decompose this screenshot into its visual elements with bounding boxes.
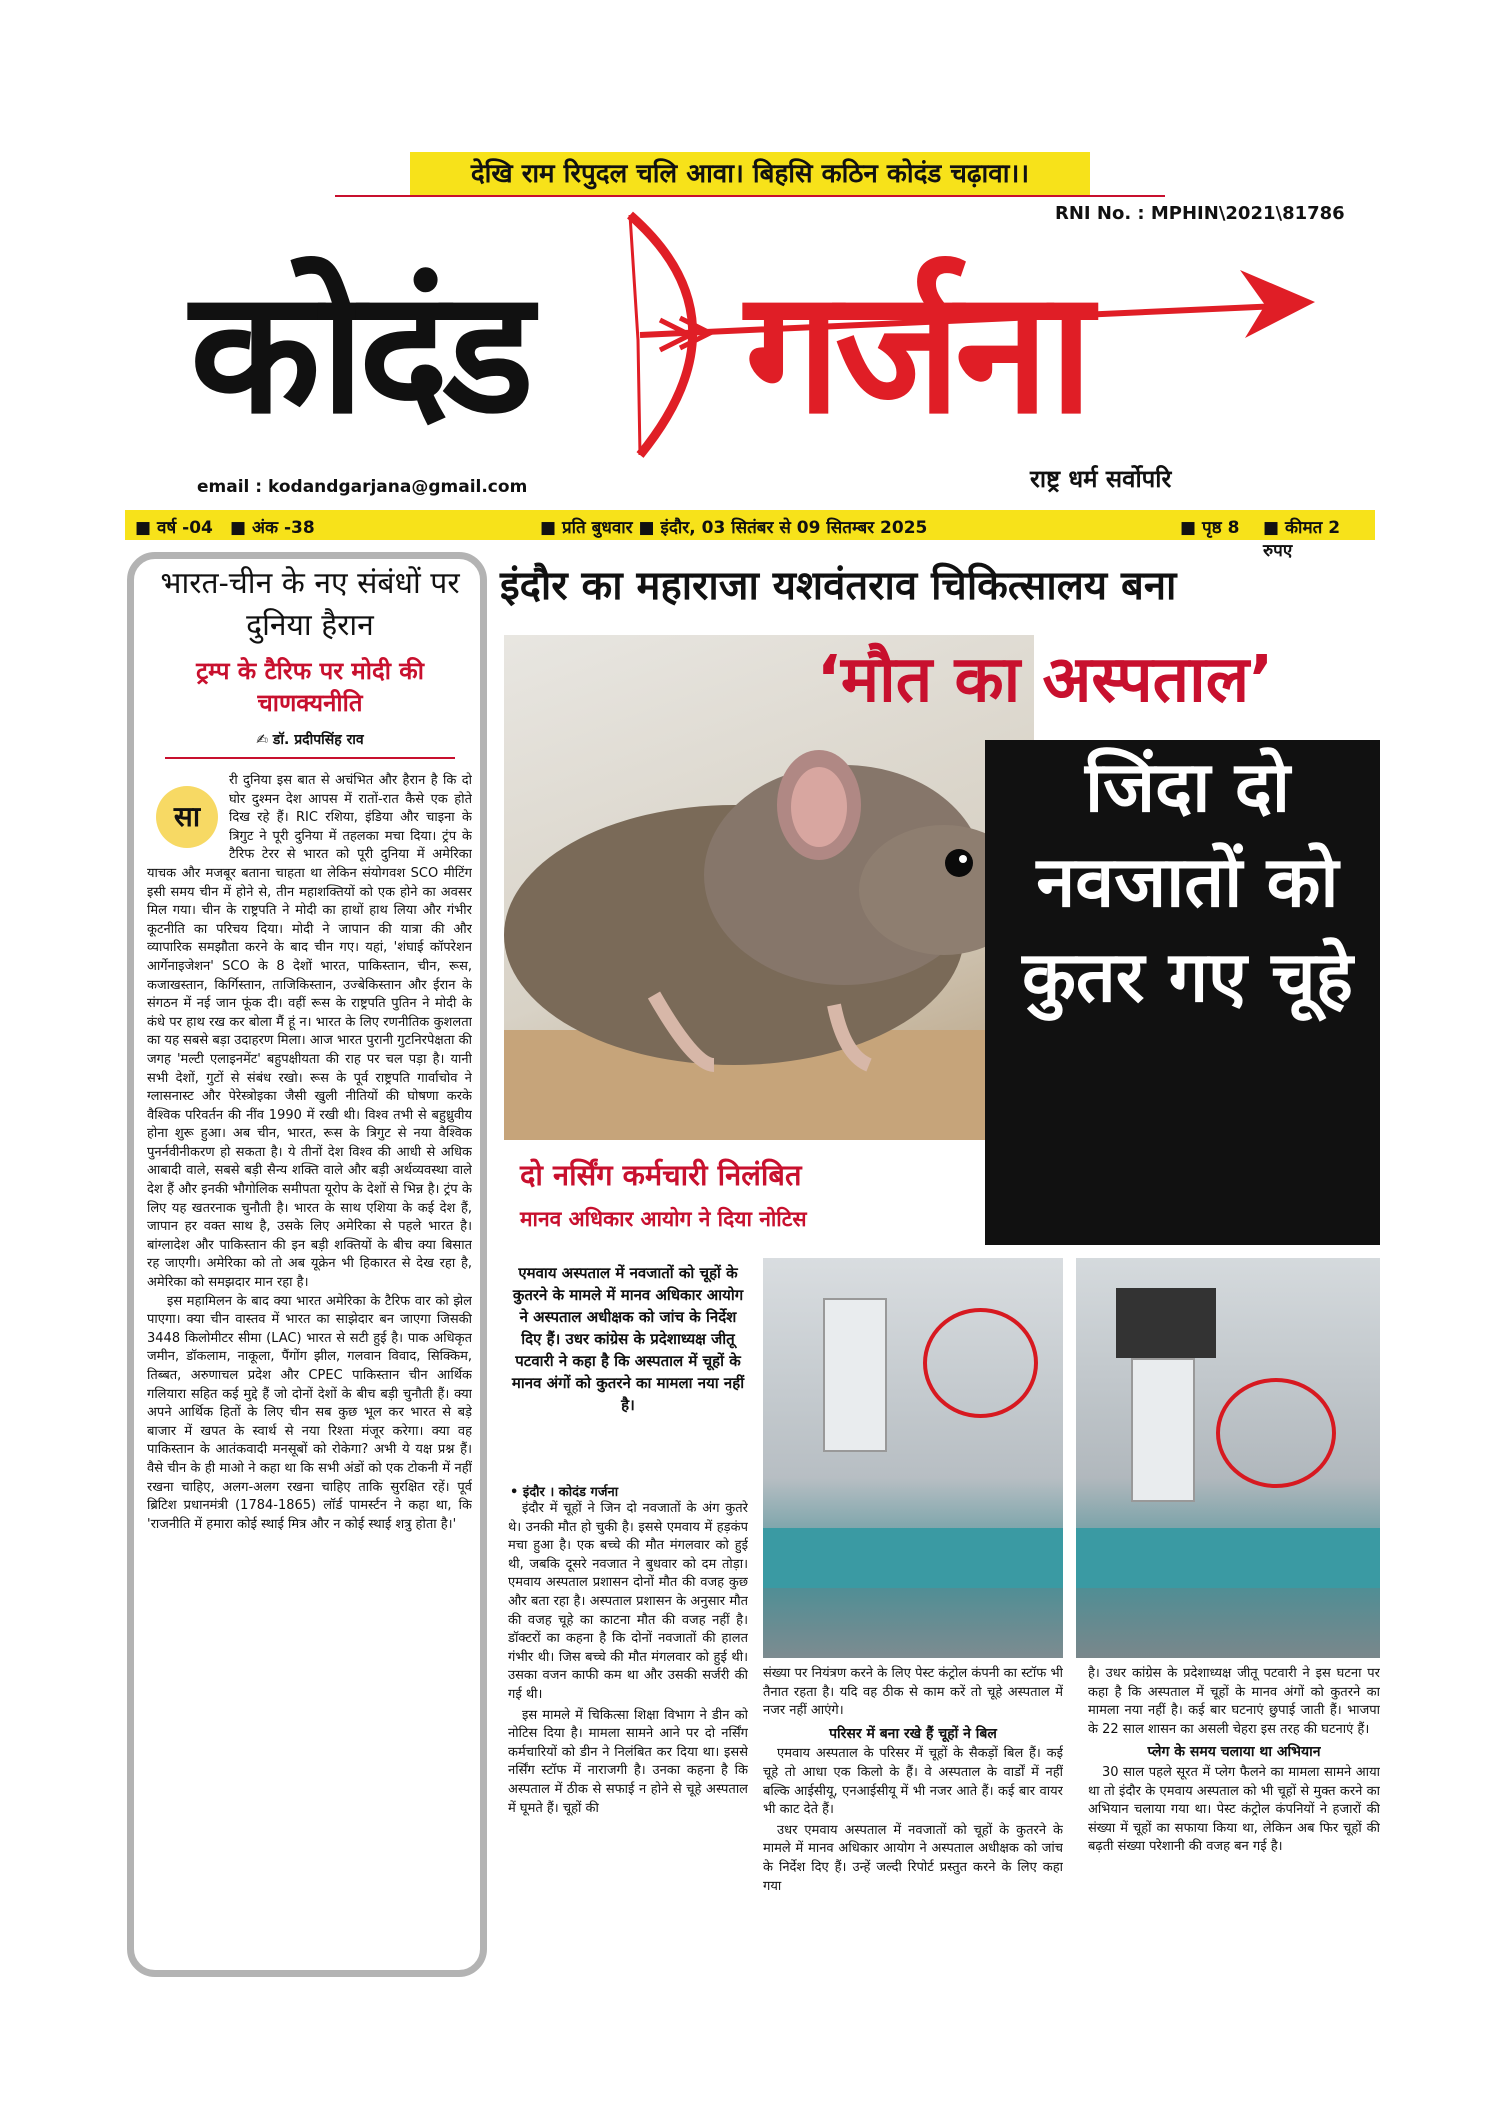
issue-info-bar: [125, 510, 1375, 561]
motto-rule: [335, 195, 1165, 197]
price-label: ■ कीमत 2 रुपए: [1263, 518, 1341, 561]
sidebar-body: [147, 772, 472, 1962]
masthead-title-right: गर्जना: [745, 254, 1088, 452]
drop-cap: सा: [156, 786, 218, 848]
highlight-circle: [1216, 1378, 1336, 1488]
contact-email: email : kodandgarjana@gmail.com: [197, 477, 528, 497]
story-column-1: [508, 1500, 748, 1960]
story-paragraph: इस मामले में चिकित्सा शिक्षा विभाग ने डीन को नोटिस दिया है। मामला सामने आने पर दो नर्सिंग कर्मचारियों को डीन ने निलंबित कर दिया था। इससे नर्सिंग स्टॉफ में नाराजगी है। उनका कहना है कि अस्पताल में ठीक से सफाई न होने से चूहे अस्पताल में घूमते हैं। चूहों की: [508, 1707, 748, 1816]
subheading-rat-holes: परिसर में बना रखे हैं चूहों ने बिल: [829, 1725, 997, 1742]
edition-label: ■ प्रति बुधवार ■ इंदौर, 03 सितंबर से 09 सितम्बर 2025: [540, 518, 928, 538]
sidebar-author: ✍ डॉ. प्रदीपसिंह राव: [256, 732, 364, 748]
masthead-motto: देखि राम रिपुदल चलि आवा। बिहसि कठिन कोदंड चढ़ावा।।: [410, 152, 1090, 196]
story-column-2: [763, 1665, 1063, 1965]
masthead-tagline: राष्ट्र धर्म सर्वोपरि: [1030, 465, 1172, 493]
main-headline: इंदौर का महाराजा यशवंतराव चिकित्सालय बना: [500, 563, 1177, 609]
highlight-circle: [923, 1308, 1038, 1418]
box-headline: जिंदा दो नवजातों को कुतर गए चूहे: [1022, 746, 1353, 1018]
sub-headline-notice: मानव अधिकार आयोग ने दिया नोटिस: [520, 1207, 807, 1231]
sidebar-paragraph: इस महामिलन के बाद क्या भारत अमेरिका के टैरिफ वार को झेल पाएगा। क्या चीन वास्तव में भारत का साझेदार बन जाएगा जिसकी 3448 किलोमीटर सीमा (LAC) भारत से सटी हुई है। पाक अधिकृत जमीन, डॉकलाम, नाकूला, पैंगोंग झील, गलवान विवाद, सिक्किम, तिब्बत, अरुणाचल प्रदेश और CPEC पाकिस्तान चीन आर्थिक गलियारा सहित कई मुद्दे हैं जो दोनों देशों के बीच बड़ी चुनौती हैं। क्या अपने आर्थिक हितों के लिए चीन सब कुछ भूल कर भारत से बड़े बाजार में खपत के स्वार्थ से नया रिश्ता मंजूर करेगा। क्या वह पाकिस्तान के आतंकवादी मनसूबों को रोकेगा? अभी ये यक्ष प्रश्न हैं। वैसे चीन के ही माओ ने कहा था कि सभी अंडों को एक टोकनी में नहीं रखना चाहिए, अलग-अलग रखना चाहिए ताकि सुरक्षित रहें। पूर्व ब्रिटिश प्रधानमंत्री (1784-1865) लॉर्ड पामर्स्टन ने कहा था, कि 'राजनीति में हमारा कोई स्थाई मित्र और न कोई स्थाई शत्रु होता है।': [147, 1293, 472, 1532]
lead-paragraph: एमवाय अस्पताल में नवजातों को चूहों के कुतरने के मामले में मानव अधिकार आयोग ने अस्पताल अधीक्षक को जांच के निर्देश दिए हैं। उधर कांग्रेस के प्रदेशाध्यक्ष जीतू पटवारी ने कहा है कि अस्पताल में चूहों के मानव अंगों को कुतरने का मामला नया नहीं है।: [511, 1264, 745, 1414]
story-column-3: [1088, 1665, 1380, 1965]
subheading-plague-campaign: प्लेग के समय चलाया था अभियान: [1147, 1744, 1321, 1761]
year-label: ■ वर्ष -04: [135, 518, 213, 538]
dateline: • इंदौर । कोदंड गर्जना: [510, 1485, 619, 1500]
story-paragraph: इंदौर में चूहों ने जिन दो नवजातों के अंग कुतरे थे। उनकी मौत हो चुकी है। इससे एमवाय में हड़कंप मचा हुआ है। एक बच्चे की मौत मंगलवार को हुई थी, जबकि दूसरे नवजात ने बुधवार को दम तोड़ा। एमवाय अस्पताल प्रशासन दोनों मौत की वजह कुछ और बता रहा है। अस्पताल प्रशासन के अनुसार मौत की वजह चूहे का काटना मौत की वजह नहीं है। डॉक्टरों का कहना है कि दोनों नवजातों की हालत गंभीर थी। जिस बच्चे की मौत मंगलवार को हुई थी। उसका वजन काफी कम था और उसकी सर्जरी की गई थी।: [508, 1501, 748, 1702]
sidebar-rule: [165, 757, 455, 759]
issue-label: ■ अंक -38: [230, 518, 315, 538]
sidebar-title: भारत-चीन के नए संबंधों पर दुनिया हैरान: [160, 566, 460, 643]
pages-label: ■ पृष्ठ 8: [1180, 518, 1240, 538]
story-paragraph: है। उधर कांग्रेस के प्रदेशाध्यक्ष जीतू पटवारी ने इस घटना पर कहा है कि अस्पताल में चूहों के मानव अंगों को कुतरने का मामला नया नहीं है। कई बार घटनाएं छुपाई जाती हैं। भाजपा के 22 साल शासन का असली चेहरा इस तरह की घटनाएं हैं।: [1088, 1666, 1380, 1737]
story-paragraph: एमवाय अस्पताल के परिसर में चूहों के सैकड़ों बिल हैं। कई चूहे तो आधा एक किलो के हैं। वे अस्पताल के वार्डों में नहीं बल्कि आईसीयू, एनआईसीयू में भी नजर आते हैं। कई बार वायर भी काट देते हैं।: [763, 1746, 1063, 1818]
story-paragraph: संख्या पर नियंत्रण करने के लिए पेस्ट कंट्रोल कंपनी का स्टॉफ भी तैनात रहता है। यदि वह ठीक से काम करें तो चूहे अस्पताल में नजर नहीं आएंगे।: [763, 1666, 1063, 1719]
quote-headline: ‘मौत का अस्पताल’: [816, 643, 1274, 717]
sidebar-paragraph: री दुनिया इस बात से अचंभित और हैरान है कि दो घोर दुश्मन देश आपस में रातों-रात कैसे एक होते दिख रहे हैं। RIC रशिया, इंडिया और चाइना के त्रिगुट ने पूरी दुनिया में तहलका मचा दिया। ट्रंप के टैरिफ टेरर से भारत को पूरी दुनिया में अमेरिका याचक और मजबूर बताना चाहता था लेकिन संयोगवश SCO मीटिंग इसी समय चीन में होने से, तीन महाशक्तियों को एक होने का अवसर मिल गया। चीन के राष्ट्रपति ने मोदी का हाथों हाथ लिया और गंभीर कूटनीति का परिचय दिया। मोदी ने जापान की यात्रा की और व्यापारिक समझौता करने के बाद चीन गए। यहां, 'शंघाई कॉपरेशन आर्गेनाइजेशन' SCO के 8 देशों भारत, पाकिस्तान, चीन, रूस, कजाखस्तान, किर्गिस्तान, ताजिकिस्तान, उज्बेकिस्तान और ईरान के संगठन में नई जान फूंक दी। वहीं रूस के राष्ट्रपति पुतिन ने मोदी के कंधे पर हाथ रख कर बोला मैं हूं न। भारत के लिए रणनीतिक कुशलता का यह सबसे बड़ा उदाहरण मिला। आज भारत पुरानी गुटनिरपेक्षता की जगह 'मल्टी एलाइनमेंट' बहुपक्षीयता की राह पर चल पड़ा है। यानी सभी देशों, गुटों से संबंध रखो। रूस के पूर्व राष्ट्रपति गार्वाचोव ने ग्लासनास्ट और पेरेस्त्रोइका जैसी खुली नीतियों की घोषणा करके वैश्विक परिवर्तन की नींव 1990 में रखी थी। विश्व तभी से बहुध्रुवीय होना शुरू हुआ। अब चीन, भारत, रूस के त्रिगुट से नया वैश्विक पुनर्नवीनीकरण हो सकता है। ये तीनों देश विश्व की आधी से अधिक आबादी वाले, सबसे बड़ी सैन्य शक्ति वाले और बड़ी अर्थव्यवस्था वाले देश हैं और इनकी भौगोलिक समीपता यूरोप के देशों से भिन्न है। ट्रंप के लिए यह खतरनाक चुनौती है। भारत के साथ एशिया के कई देश हैं, जापान हर वक्त साथ है, उसके लिए अमेरिका से पहले भारत है। बांग्लादेश और पाकिस्तान की इन बड़ी शक्तियों के बीच क्या बिसात रह जाएगी। अमेरिका को तो अब यूक्रेन भी हिकारत से देख रहा है, अमेरिका को समझदार मान रहा है।: [147, 773, 472, 1291]
sidebar-subtitle: ट्रम्प के टैरिफ पर मोदी की चाणक्यनीति: [196, 657, 424, 717]
hospital-photo-2: [1076, 1258, 1380, 1658]
rni-number: RNI No. : MPHIN\2021\81786: [1055, 203, 1345, 224]
masthead-title-left: कोदंड: [190, 254, 528, 452]
sub-headline-suspension: दो नर्सिंग कर्मचारी निलंबित: [520, 1158, 802, 1192]
story-paragraph: 30 साल पहले सूरत में प्लेग फैलने का मामला सामने आया था तो इंदौर के एमवाय अस्पताल को भी चूहों से मुक्त करने का अभियान चलाया गया था। पेस्ट कंट्रोल कंपनियों ने हजारों की संख्या में चूहों का सफाया किया था, लेकिन अब फिर चूहों की बढ़ती संख्या परेशानी की वजह बन गई है।: [1088, 1764, 1380, 1855]
hospital-photo-1: [763, 1258, 1063, 1658]
story-paragraph: उधर एमवाय अस्पताल में नवजातों को चूहों के कुतरने के मामले में मानव अधिकार आयोग ने अस्पताल अधीक्षक को जांच के निर्देश दिए हैं। उन्हें जल्दी रिपोर्ट प्रस्तुत करने के लिए कहा गया: [763, 1822, 1063, 1894]
